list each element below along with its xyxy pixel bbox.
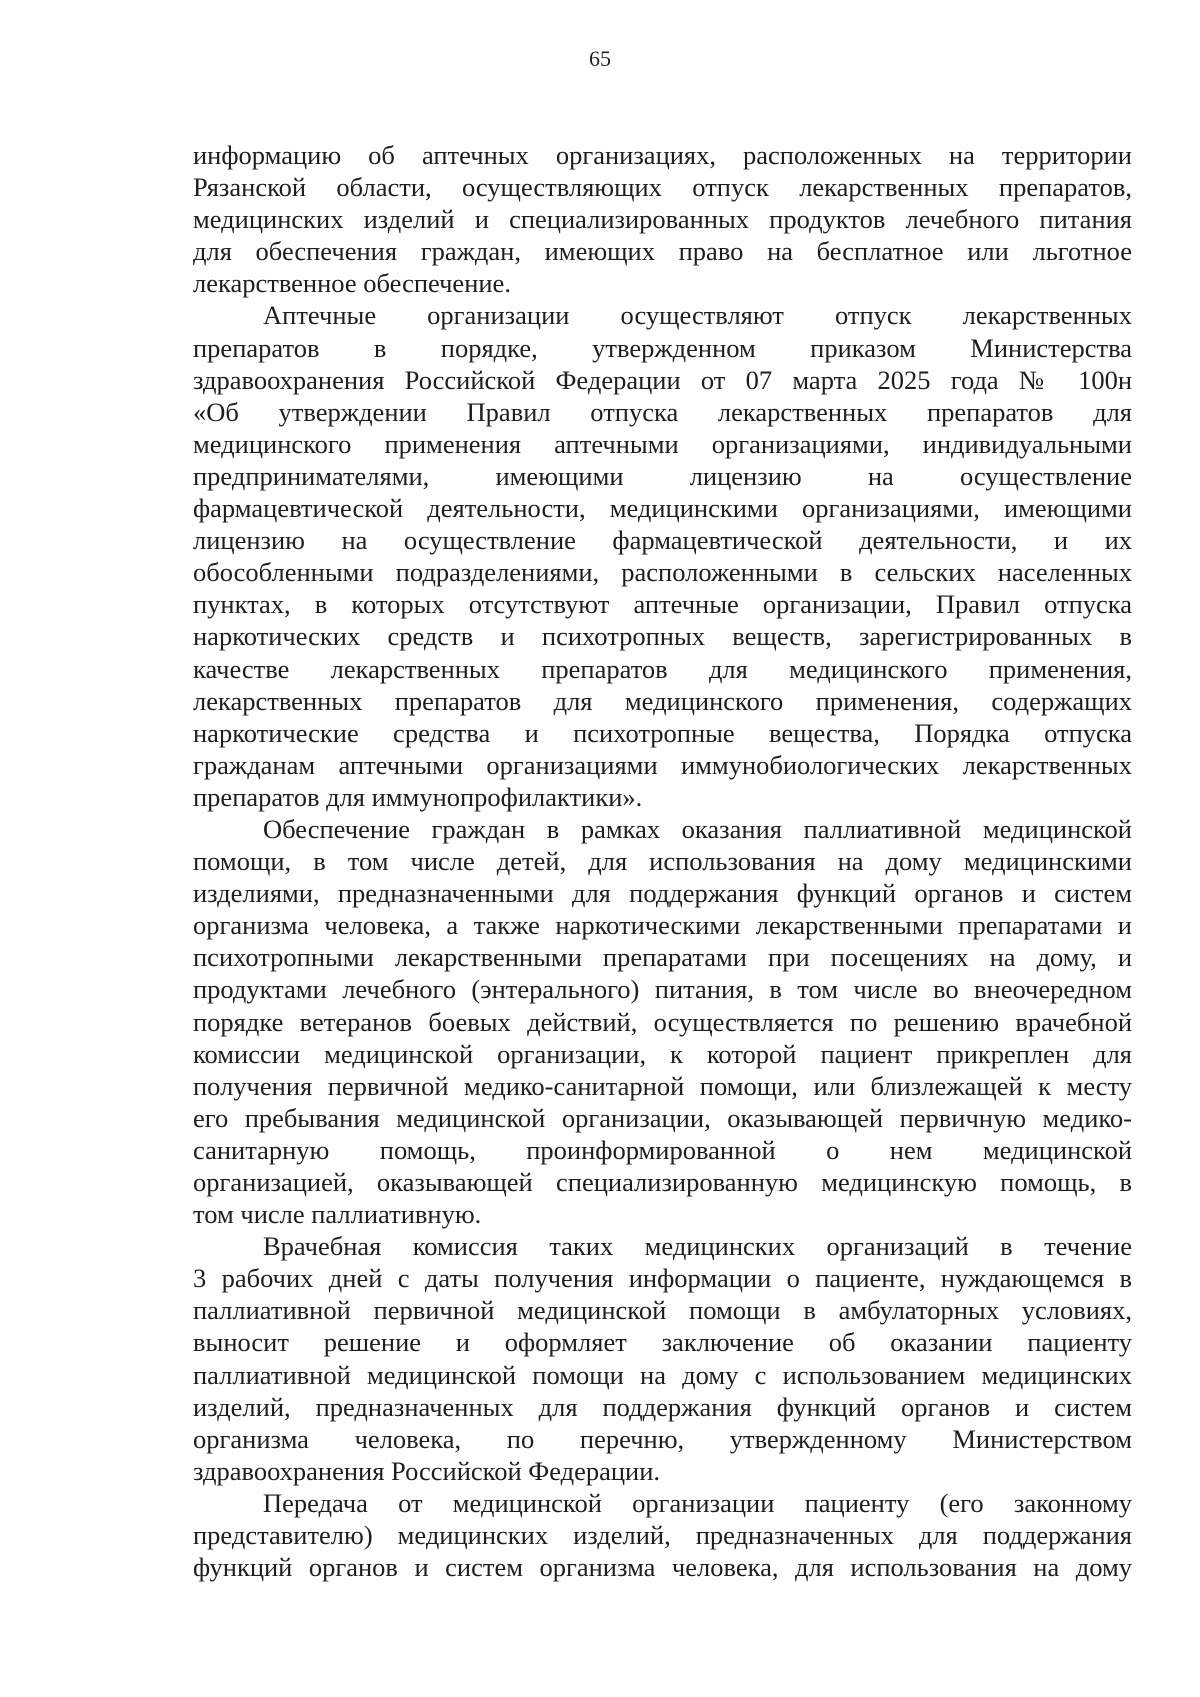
text-line: получения первичной медико-санитарной помощи, или близлежащей к месту (193, 1070, 1132, 1101)
text-line: лицензию на осуществление фармацевтической деятельности, и их (193, 525, 1132, 556)
text-line: порядке ветеранов боевых действий, осуществляется по решению врачебной (193, 1006, 1132, 1037)
text-line: паллиативной медицинской помощи на дому с использованием медицинских (193, 1359, 1132, 1390)
paragraph-pharmacy-dispensing (193, 299, 1132, 813)
text-line: Врачебная комиссия таких медицинских организаций в течение (263, 1231, 1132, 1262)
text-line: представителю) медицинских изделий, предназначенных для поддержания (193, 1520, 1132, 1551)
paragraph-pharmacy-info (193, 139, 1132, 299)
text-line: функций органов и систем организма человека, для использования на дому (193, 1552, 1132, 1583)
text-line: Передача от медицинской организации пациенту (его законному (263, 1487, 1132, 1518)
text-line: организма человека, по перечню, утвержденному Министерством (193, 1423, 1132, 1454)
text-line: комиссии медицинской организации, к которой пациент прикреплен для (193, 1038, 1132, 1069)
text-line: фармацевтической деятельности, медицинскими организациями, имеющими (193, 493, 1132, 524)
text-line: гражданам аптечными организациями иммунобиологических лекарственных (193, 749, 1132, 780)
text-line: лекарственное обеспечение. (193, 268, 511, 299)
text-line: качестве лекарственных препаратов для медицинского применения, (193, 653, 1132, 684)
paragraph-medical-commission (193, 1230, 1132, 1487)
text-line: предпринимателями, имеющими лицензию на осуществление (193, 460, 1132, 491)
text-line: его пребывания медицинской организации, оказывающей первичную медико- (193, 1102, 1132, 1133)
paragraph-palliative-care (193, 813, 1132, 1230)
text-line: препаратов для иммунопрофилактики». (193, 781, 643, 812)
document-body (193, 139, 1132, 1583)
text-line: изделий, предназначенных для поддержания функций органов и систем (193, 1391, 1132, 1422)
text-line: препаратов в порядке, утвержденном приказом Министерства (193, 332, 1132, 363)
text-line: 3 рабочих дней с даты получения информации о пациенте, нуждающемся в (193, 1263, 1132, 1294)
text-line: обособленными подразделениями, расположенными в сельских населенных (193, 557, 1132, 588)
text-line: паллиативной первичной медицинской помощи в амбулаторных условиях, (193, 1295, 1132, 1326)
text-line: лекарственных препаратов для медицинского применения, содержащих (193, 685, 1132, 716)
text-line: продуктами лечебного (энтерального) питания, в том числе во внеочередном (193, 974, 1132, 1005)
text-line: пунктах, в которых отсутствуют аптечные организации, Правил отпуска (193, 589, 1132, 620)
text-line: для обеспечения граждан, имеющих право на бесплатное или льготное (193, 236, 1132, 267)
text-line: наркотические средства и психотропные вещества, Порядка отпуска (193, 717, 1132, 748)
text-line: Обеспечение граждан в рамках оказания паллиативной медицинской (263, 813, 1132, 844)
text-line: Рязанской области, осуществляющих отпуск лекарственных препаратов, (193, 172, 1132, 203)
text-line: психотропными лекарственными препаратами при посещениях на дому, и (193, 942, 1132, 973)
text-line: организма человека, а также наркотическими лекарственными препаратами и (193, 910, 1132, 941)
text-line: наркотических средств и психотропных веществ, зарегистрированных в (193, 621, 1132, 652)
text-line: помощи, в том числе детей, для использования на дому медицинскими (193, 846, 1132, 877)
text-line: медицинских изделий и специализированных продуктов лечебного питания (193, 204, 1132, 235)
text-line: Аптечные организации осуществляют отпуск лекарственных (263, 300, 1132, 331)
text-line: информацию об аптечных организациях, расположенных на территории (193, 140, 1132, 170)
text-line: санитарную помощь, проинформированной о нем медицинской (193, 1134, 1132, 1165)
text-line: изделиями, предназначенными для поддержания функций органов и систем (193, 878, 1132, 909)
text-line: выносит решение и оформляет заключение об оказании пациенту (193, 1327, 1132, 1358)
text-line: медицинского применения аптечными организациями, индивидуальными (193, 428, 1132, 459)
text-line: «Об утверждении Правил отпуска лекарственных препаратов для (193, 396, 1132, 427)
text-line: том числе паллиативную. (193, 1199, 482, 1230)
page-number: 65 (589, 46, 611, 71)
text-line: здравоохранения Российской Федерации от 07 марта 2025 года № 100н (193, 364, 1132, 395)
paragraph-device-transfer (193, 1487, 1132, 1583)
text-line: организацией, оказывающей специализированную медицинскую помощь, в (193, 1167, 1132, 1197)
text-line: здравоохранения Российской Федерации. (193, 1455, 661, 1486)
